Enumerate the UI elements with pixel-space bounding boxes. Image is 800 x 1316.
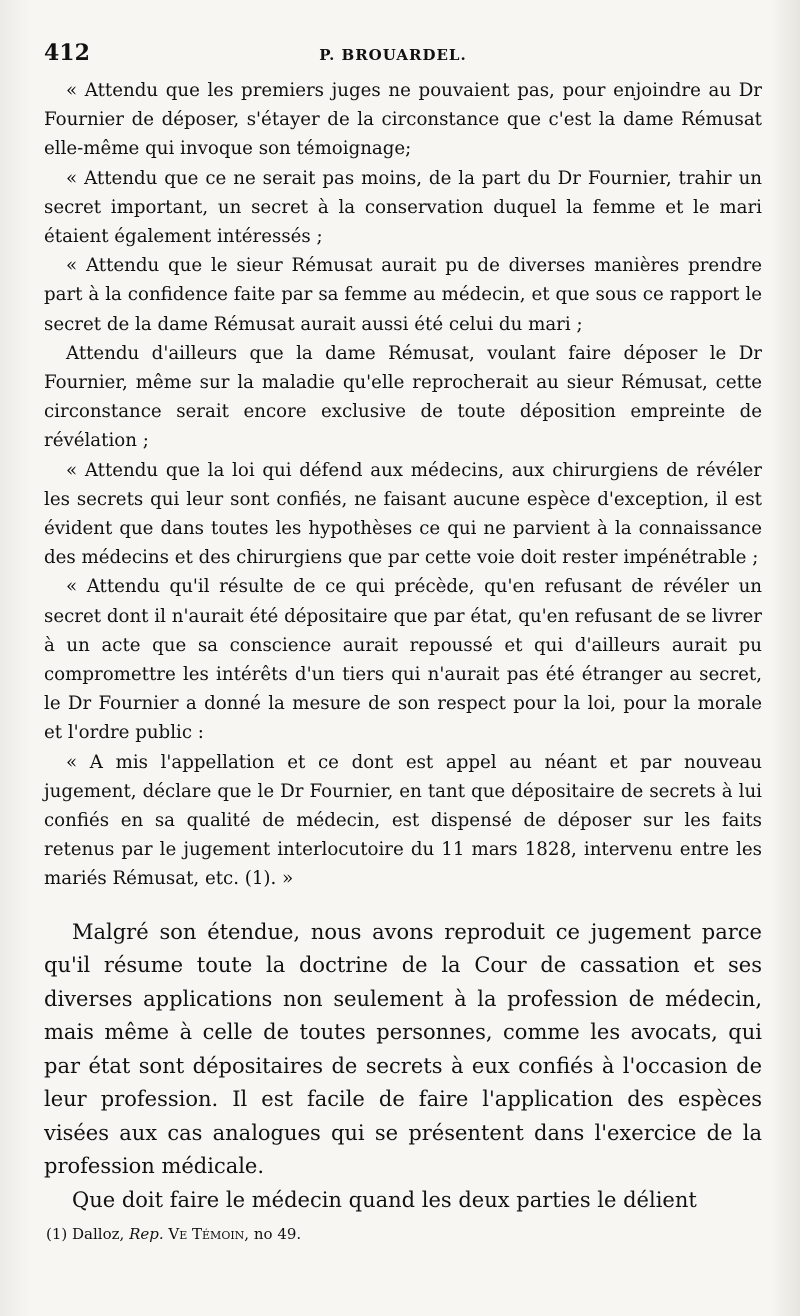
page-number: 412 <box>44 40 90 66</box>
quote-paragraph: « Attendu que ce ne serait pas moins, de la part du Dr Fournier, trahir un secret important, un secret à la conservation duquel la femme et le mari étaient également intéressés ; <box>44 167 762 248</box>
page-header <box>44 40 762 76</box>
quote-paragraph: « Attendu qu'il résulte de ce qui précède, qu'en refusant de révéler un secret dont il n'aurait été dépositaire que par état, qu'en refusant de se livrer à un acte que sa conscience aurait repoussé et qui d'ailleurs aurait pu compromettre les intérêts d'un tiers qui n'aurait pas été étranger au secret, le Dr Fournier a donné la mesure de son respect pour la loi, pour la morale et l'ordre public : <box>44 576 762 744</box>
quote-paragraph: « Attendu que le sieur Rémusat aurait pu de diverses manières prendre part à la confidence faite par sa femme au médecin, et que sous ce rapport le secret de la dame Rémusat aurait aussi été celui du mari ; <box>44 255 762 335</box>
quote-paragraph: « A mis l'appellation et ce dont est appel au néant et par nouveau jugement, déclare que le Dr Fournier, en tant que dépositaire de secrets à lui confiés en sa qualité de médecin, est dispensé de déposer sur les faits retenus par le jugement interlocutoire du 11 mars 1828, intervenu entre les mariés Rémusat, etc. (1). » <box>44 751 762 890</box>
main-text <box>44 916 762 1218</box>
quote-paragraph: « Attendu que les premiers juges ne pouvaient pas, pour enjoindre au Dr Fournier de déposer, s'étayer de la circonstance que c'est la dame Rémusat elle-même qui invoque son témoignage; <box>44 80 762 160</box>
quote-paragraph: « Attendu que la loi qui défend aux médecins, aux chirurgiens de révéler les secrets qui leur sont confiés, ne faisant aucune espèce d'exception, il est évident que dans toutes les hypothèses ce qui ne parvient à la connaissance des médecins et des chirurgiens que par cette voie doit rester impénétrable ; <box>44 459 762 569</box>
footnote-source: Rep. <box>129 1225 164 1244</box>
running-head: P. BROUARDEL. <box>319 46 467 64</box>
quoted-judgment <box>44 76 762 894</box>
footnote-entry: Ve Témoin, <box>168 1225 250 1244</box>
footnote-number: no 49. <box>253 1225 302 1244</box>
footnote-marker: (1) Dalloz, <box>46 1225 125 1244</box>
footnote <box>44 1225 762 1243</box>
quote-paragraph: Attendu d'ailleurs que la dame Rémusat, voulant faire déposer le Dr Fournier, même sur la maladie qu'elle reprocherait au sieur Rémusat, cette circonstance serait encore exclusive de toute déposition empreinte de révélation ; <box>44 342 762 452</box>
body-paragraph: Que doit faire le médecin quand les deux parties le délient <box>72 1187 697 1212</box>
body-paragraph: Malgré son étendue, nous avons reproduit ce jugement parce qu'il résume toute la doctrine de la Cour de cassation et ses diverses applications non seulement à la profession de médecin, mais même à celle de toutes personnes, comme les avocats, qui par état sont dépositaires de secrets à eux confiés à l'occasion de leur profession. Il est facile de faire l'application des espèces visées aux cas analogues qui se présentent dans l'exercice de la profession médicale. <box>44 919 762 1179</box>
